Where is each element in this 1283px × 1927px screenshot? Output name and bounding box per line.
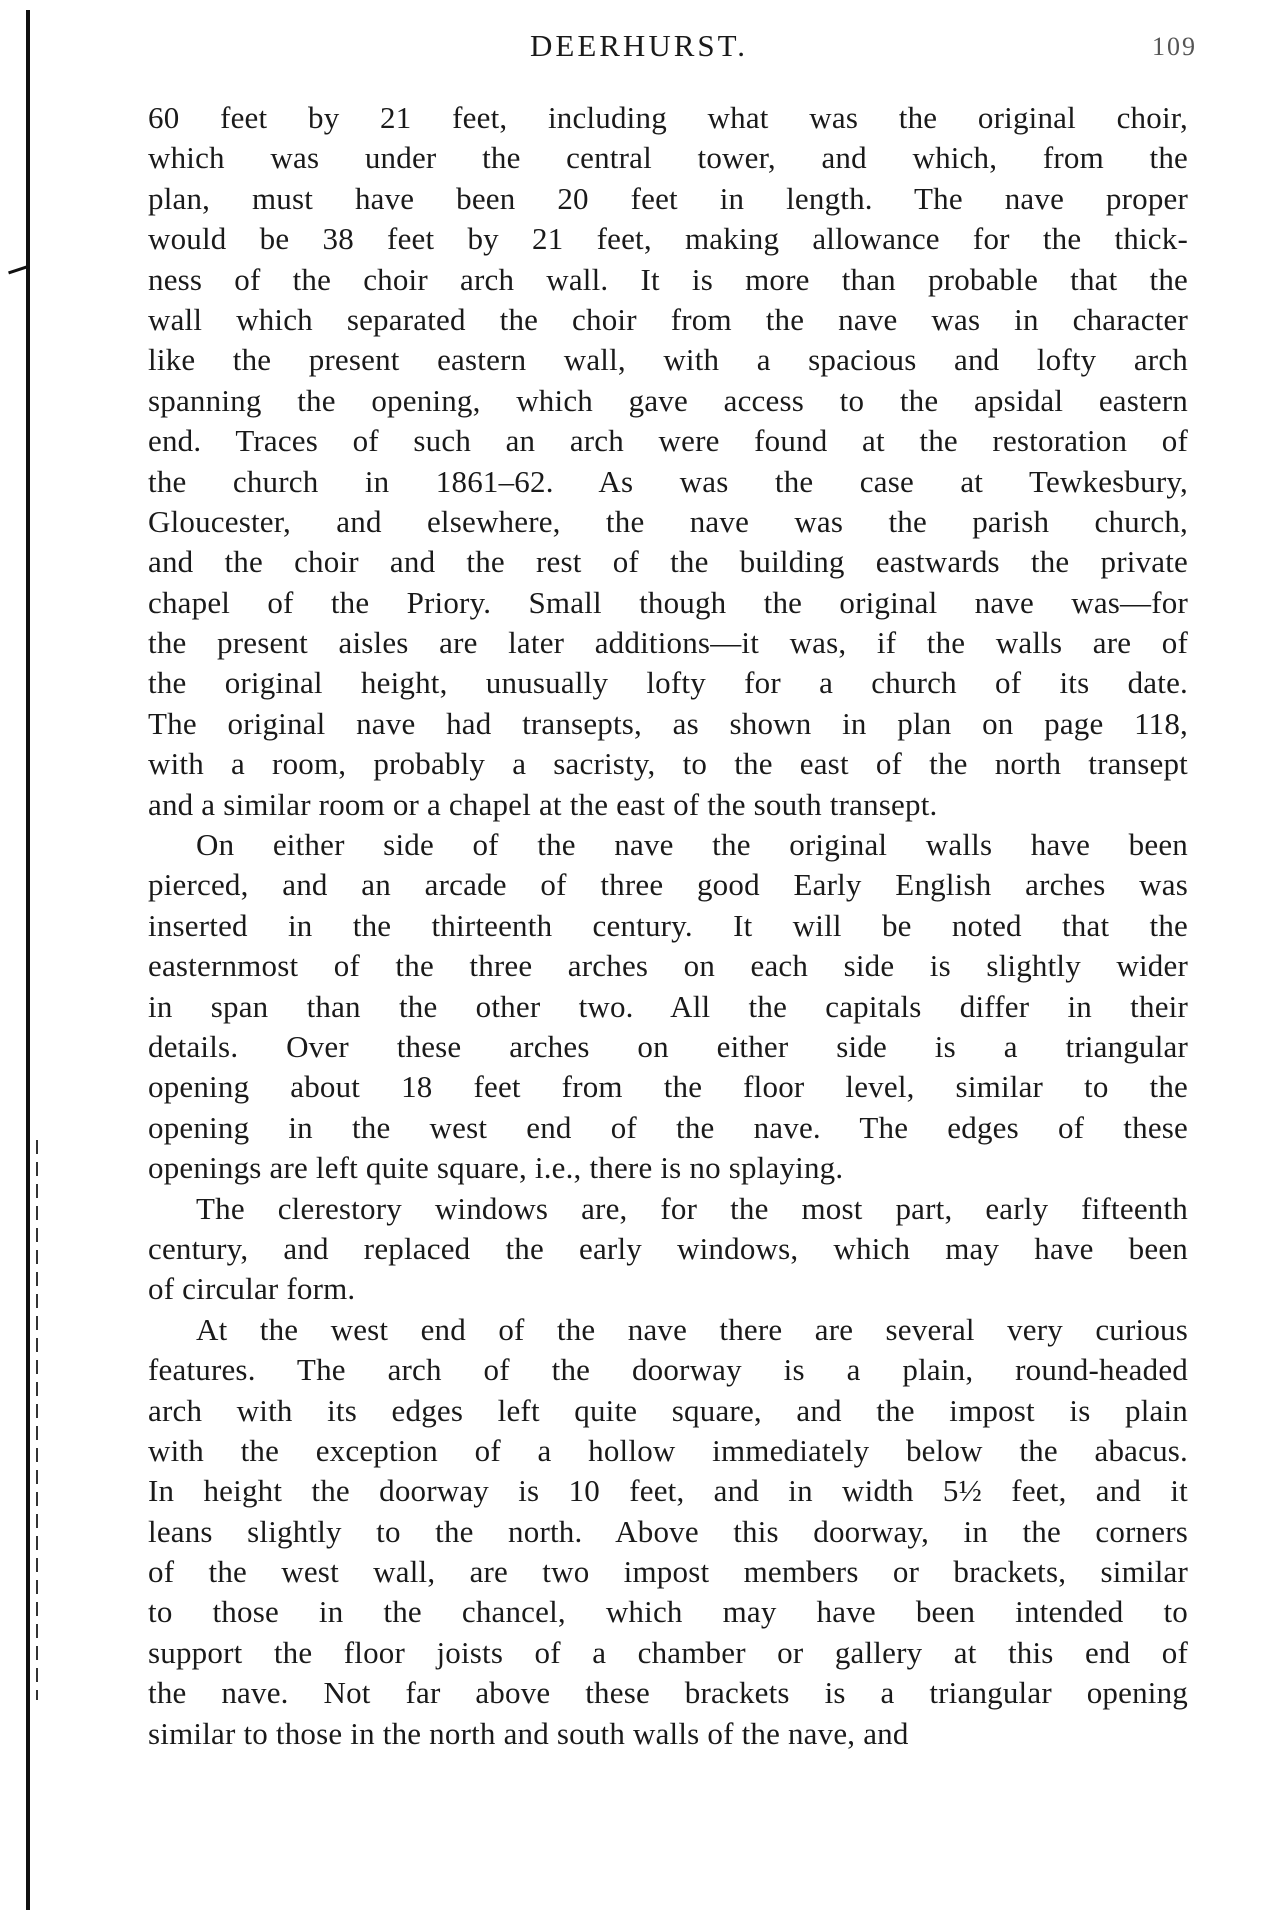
- text-line: 60 feet by 21 feet, including what was the original choir,: [148, 100, 1188, 135]
- text-line: leans slightly to the north. Above this doorway, in the corners: [148, 1513, 1188, 1549]
- text-line: and a similar room or a chapel at the east of the south transept.: [148, 786, 938, 822]
- text-line: easternmost of the three arches on each side is slightly wider: [148, 948, 1188, 984]
- text-line: plan, must have been 20 feet in length. The nave proper: [148, 180, 1188, 216]
- text-line: At the west end of the nave there are several very curious: [196, 1311, 1188, 1347]
- text-line: and the choir and the rest of the building eastwards the private: [148, 544, 1188, 580]
- text-line: ness of the choir arch wall. It is more than probable that the: [148, 261, 1188, 297]
- text-line: the church in 1861–62. As was the case at Tewkesbury,: [148, 463, 1188, 499]
- text-line: wall which separated the choir from the nave was in character: [148, 301, 1188, 337]
- running-head: [0, 28, 1283, 68]
- text-line: in span than the other two. All the capitals differ in their: [148, 988, 1188, 1024]
- text-line: with a room, probably a sacristy, to the east of the north transept: [148, 746, 1188, 782]
- text-line: would be 38 feet by 21 feet, making allowance for the thick-: [148, 221, 1188, 257]
- text-line: of circular form.: [148, 1271, 356, 1307]
- text-line: of the west wall, are two impost members or brackets, similar: [148, 1554, 1188, 1590]
- text-line: The original nave had transepts, as shown in plan on page 118,: [148, 705, 1188, 741]
- text-line: features. The arch of the doorway is a plain, round-headed: [148, 1352, 1188, 1388]
- text-line: pierced, and an arcade of three good Early English arches was: [148, 867, 1188, 903]
- running-title: DEERHURST.: [530, 28, 749, 63]
- text-line: In height the doorway is 10 feet, and in width 5½ feet, and it: [148, 1473, 1188, 1509]
- text-line: similar to those in the north and south walls of the nave, and: [148, 1715, 909, 1751]
- text-line: like the present eastern wall, with a spacious and lofty arch: [148, 342, 1188, 378]
- paragraph: [148, 1189, 1188, 1310]
- text-line: The clerestory windows are, for the most part, early fifteenth: [196, 1190, 1188, 1226]
- text-line: the original height, unusually lofty for a church of its date.: [148, 665, 1188, 701]
- text-line: with the exception of a hollow immediately below the abacus.: [148, 1432, 1188, 1468]
- body-text: [148, 98, 1188, 1754]
- text-line: On either side of the nave the original walls have been: [196, 827, 1188, 863]
- text-line: inserted in the thirteenth century. It will be noted that the: [148, 907, 1188, 943]
- text-line: which was under the central tower, and which, from the: [148, 140, 1188, 176]
- text-line: chapel of the Priory. Small though the original nave was—for: [148, 584, 1188, 620]
- text-line: openings are left quite square, i.e., there is no splaying.: [148, 1150, 844, 1186]
- text-line: details. Over these arches on either side is a triangular: [148, 1028, 1188, 1064]
- page-number: 109: [1152, 32, 1197, 61]
- text-line: to those in the chancel, which may have been intended to: [148, 1594, 1188, 1630]
- paragraph: [148, 98, 1188, 825]
- paragraph: [148, 825, 1188, 1189]
- text-line: the present aisles are later additions—it was, if the walls are of: [148, 625, 1188, 661]
- text-line: spanning the opening, which gave access to the apsidal eastern: [148, 382, 1188, 418]
- paragraph: [148, 1310, 1188, 1754]
- binding-edge: [26, 10, 30, 1910]
- binding-edge-shadow: [36, 1140, 38, 1700]
- text-line: arch with its edges left quite square, and the impost is plain: [148, 1392, 1188, 1428]
- text-line: Gloucester, and elsewhere, the nave was the parish church,: [148, 503, 1188, 539]
- text-line: century, and replaced the early windows, which may have been: [148, 1230, 1188, 1266]
- text-line: opening about 18 feet from the floor level, similar to the: [148, 1069, 1188, 1105]
- text-line: the nave. Not far above these brackets is a triangular opening: [148, 1675, 1188, 1711]
- text-line: opening in the west end of the nave. The edges of these: [148, 1109, 1188, 1145]
- text-line: support the floor joists of a chamber or gallery at this end of: [148, 1634, 1188, 1670]
- text-line: end. Traces of such an arch were found at the restoration of: [148, 423, 1188, 459]
